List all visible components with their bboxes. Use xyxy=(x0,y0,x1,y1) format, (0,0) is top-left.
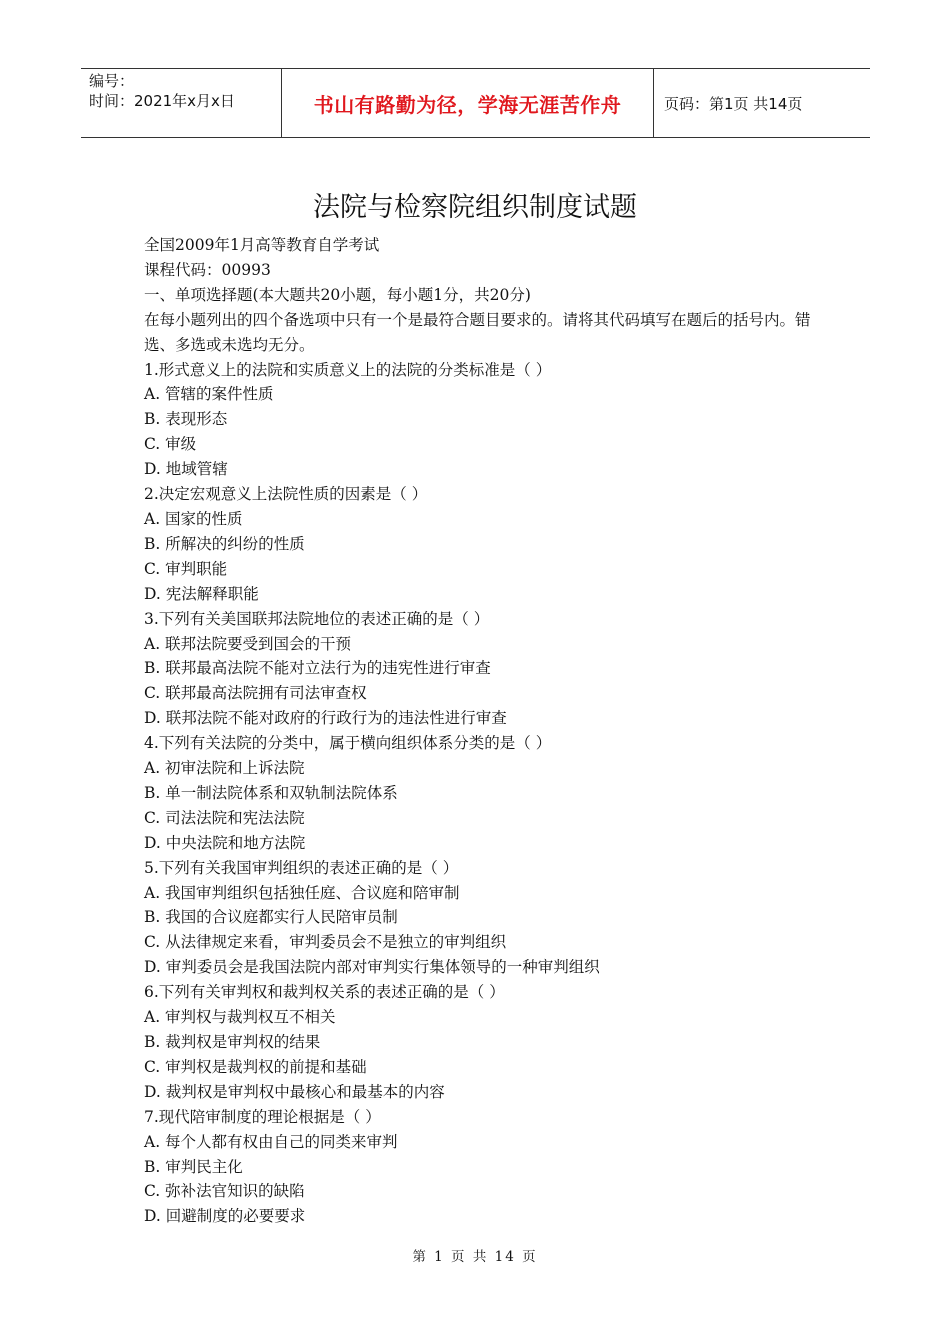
exam-name: 全国2009年1月高等教育自学考试 xyxy=(144,236,380,254)
question-stem: 3.下列有关美国联邦法院地位的表述正确的是（ ） xyxy=(144,609,490,628)
answer-option: B. 我国的合议庭都实行人民陪审员制 xyxy=(144,908,398,927)
answer-option: B. 单一制法院体系和双轨制法院体系 xyxy=(144,783,398,802)
question-stem: 4.下列有关法院的分类中，属于横向组织体系分类的是（ ） xyxy=(144,734,552,753)
document-body xyxy=(144,233,824,1229)
answer-option: D. 回避制度的必要要求 xyxy=(144,1207,306,1226)
answer-option: D. 地域管辖 xyxy=(144,460,228,479)
question-stem: 7.现代陪审制度的理论根据是（ ） xyxy=(144,1107,381,1126)
answer-option: D. 裁判权是审判权中最核心和最基本的内容 xyxy=(144,1082,445,1101)
answer-option: B. 所解决的纠纷的性质 xyxy=(144,534,305,553)
answer-option: C. 联邦最高法院拥有司法审查权 xyxy=(144,684,367,703)
answer-option: A. 国家的性质 xyxy=(144,509,243,528)
document-date: 时间：2021年x月x日 xyxy=(89,92,235,110)
page-title: 法院与检察院组织制度试题 xyxy=(313,192,637,223)
answer-option: A. 每个人都有权由自己的同类来审判 xyxy=(144,1132,398,1151)
answer-option: C. 审级 xyxy=(144,435,197,454)
header-page-info: 页码：第1页 共14页 xyxy=(664,94,803,113)
answer-option: B. 联邦最高法院不能对立法行为的违宪性进行审查 xyxy=(144,659,491,678)
answer-option: A. 管辖的案件性质 xyxy=(144,385,274,404)
question-stem: 2.决定宏观意义上法院性质的因素是（ ） xyxy=(144,485,428,504)
answer-option: C. 弥补法官知识的缺陷 xyxy=(144,1182,305,1201)
question-stem: 6.下列有关审判权和裁判权关系的表述正确的是（ ） xyxy=(144,983,505,1002)
question-stem: 5.下列有关我国审判组织的表述正确的是（ ） xyxy=(144,858,459,877)
answer-option: A. 我国审判组织包括独任庭、合议庭和陪审制 xyxy=(144,883,460,902)
answer-option: D. 中央法院和地方法院 xyxy=(144,833,306,852)
answer-option: D. 联邦法院不能对政府的行政行为的违法性进行审查 xyxy=(144,709,507,728)
document-number-label: 编号： xyxy=(89,72,135,90)
answer-option: A. 联邦法院要受到国会的干预 xyxy=(144,634,352,653)
answer-option: D. 宪法解释职能 xyxy=(144,584,259,603)
answer-option: B. 审判民主化 xyxy=(144,1157,243,1176)
page-footer: 第 1 页 共 14 页 xyxy=(412,1249,538,1265)
answer-option: D. 审判委员会是我国法院内部对审判实行集体领导的一种审判组织 xyxy=(144,958,600,977)
answer-option: C. 司法法院和宪法法院 xyxy=(144,808,305,827)
course-code: 课程代码：00993 xyxy=(144,260,271,279)
answer-option: C. 审判职能 xyxy=(144,559,228,578)
header-motto: 书山有路勤为径，学海无涯苦作舟 xyxy=(282,69,654,137)
instructions: 在每小题列出的四个备选项中只有一个是最符合题目要求的。请将其代码填写在题后的括号内。错选、多选或未选均无分。 xyxy=(144,310,811,354)
answer-option: A. 审判权与裁判权互不相关 xyxy=(144,1008,336,1027)
question-stem: 1.形式意义上的法院和实质意义上的法院的分类标准是（ ） xyxy=(144,360,552,379)
answer-option: C. 审判权是裁判权的前提和基础 xyxy=(144,1057,367,1076)
section-heading: 一、单项选择题(本大题共20小题，每小题1分，共20分) xyxy=(144,285,531,304)
question-list xyxy=(144,358,824,1230)
answer-option: B. 裁判权是审判权的结果 xyxy=(144,1033,321,1051)
answer-option: B. 表现形态 xyxy=(144,410,228,429)
answer-option: C. 从法律规定来看，审判委员会不是独立的审判组织 xyxy=(144,933,507,952)
header-meta xyxy=(81,69,282,137)
answer-option: A. 初审法院和上诉法院 xyxy=(144,759,305,778)
document-header xyxy=(81,68,870,138)
